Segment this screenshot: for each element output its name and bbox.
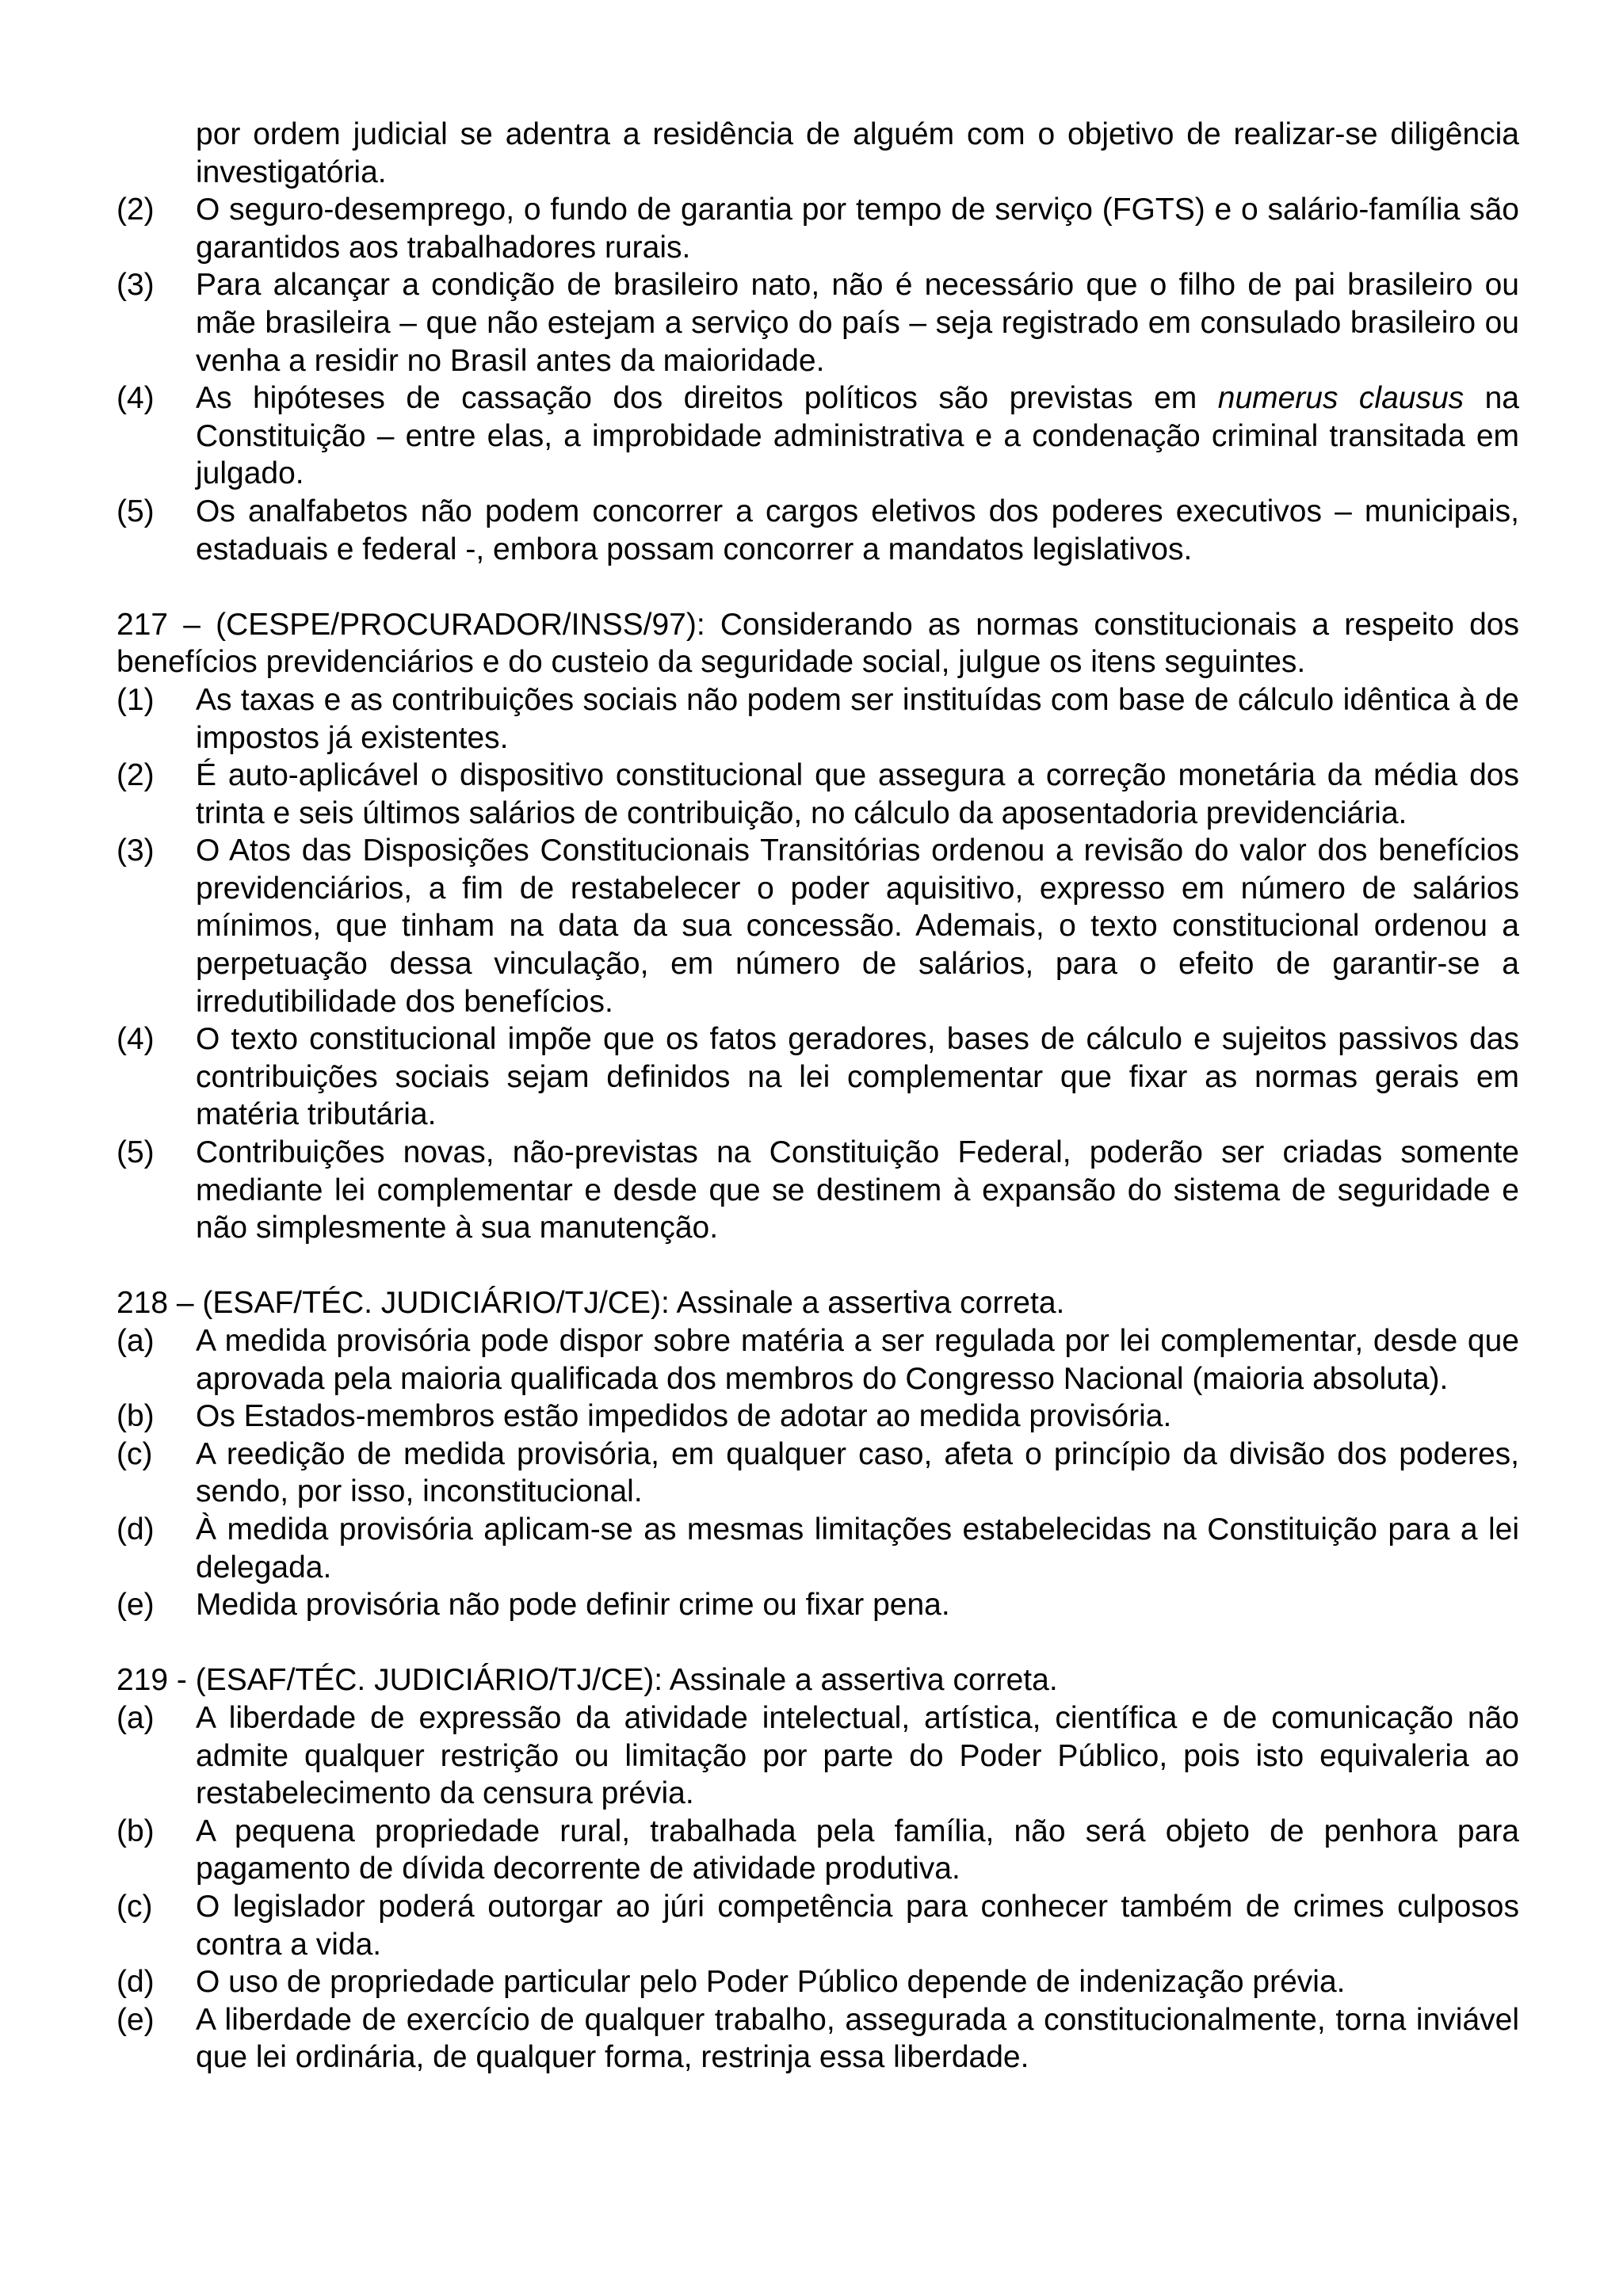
question-219-heading: 219 - (ESAF/TÉC. JUDICIÁRIO/TJ/CE): Assinale a assertiva correta.	[116, 1663, 1058, 1698]
item-number: (3)	[116, 268, 155, 303]
q217-item-3	[116, 832, 1519, 1020]
item-text-part: As hipóteses de cassação dos direitos políticos são previstas em	[196, 381, 1197, 416]
item-text: As taxas e as contribuições sociais não podem ser instituídas com base de cálculo idêntica à de impostos já existentes.	[196, 682, 1519, 755]
item-text: O Atos das Disposições Constitucionais Transitórias ordenou a revisão do valor dos benefícios previdenciários, a fim de restabelecer o poder aquisitivo, expresso em número de salários mínimos, que tinham na data da sua concessão. Ademais, o texto constitucional ordenou a perpetuação dessa vinculação, em número de salários, para o efeito de garantir-se a irredutibilidade dos benefícios.	[196, 833, 1519, 1019]
item-text: É auto-aplicável o dispositivo constitucional que assegura a correção monetária da média dos trinta e seis últimos salários de contribuição, no cálculo da aposentadoria previdenciária.	[196, 758, 1519, 830]
option-letter: (b)	[116, 1814, 155, 1848]
option-letter: (d)	[116, 1965, 155, 2000]
option-text: Os Estados-membros estão impedidos de adotar ao medida provisória.	[196, 1399, 1172, 1434]
option-letter: (e)	[116, 2002, 155, 2037]
option-text: A reedição de medida provisória, em qualquer caso, afeta o princípio da divisão dos poderes, sendo, por isso, inconstitucional.	[196, 1436, 1519, 1509]
q217-item-4	[116, 1020, 1519, 1134]
item-number: (4)	[116, 1022, 155, 1057]
item-number: (2)	[116, 193, 155, 227]
option-text: O uso de propriedade particular pelo Poder Público depende de indenização prévia.	[196, 1965, 1346, 2000]
item-text-part: na Constituição – entre elas, a improbidade administrativa e a condenação criminal transitada em julgado.	[196, 381, 1519, 491]
item-text: Os analfabetos não podem concorrer a cargos eletivos dos poderes executivos – municipais, estaduais e federal -, embora possam concorrer a mandatos legislativos.	[196, 494, 1519, 566]
item-text: O seguro-desemprego, o fundo de garantia por tempo de serviço (FGTS) e o salário-família são garantidos aos trabalhadores rurais.	[196, 193, 1519, 265]
item-text: O texto constitucional impõe que os fatos geradores, bases de cálculo e sujeitos passivos das contribuições sociais sejam definidos na lei complementar que fixar as normas gerais em matéria tributária.	[196, 1022, 1519, 1132]
q219-option-d	[116, 1963, 1519, 2001]
spacer	[116, 1247, 1519, 1285]
option-letter: (b)	[116, 1399, 155, 1434]
item-text: Para alcançar a condição de brasileiro nato, não é necessário que o filho de pai brasileiro ou mãe brasileira – que não estejam a serviço do país – seja registrado em consulado brasileiro ou venha a residir no Brasil antes da maioridade.	[196, 268, 1519, 378]
option-text: A liberdade de exercício de qualquer trabalho, assegurada a constitucionalmente, torna inviável que lei ordinária, de qualquer forma, restrinja essa liberdade.	[196, 2002, 1519, 2075]
document-page	[116, 116, 1519, 2077]
q218-option-d	[116, 1511, 1519, 1586]
question-217-heading: 217 – (CESPE/PROCURADOR/INSS/97): Considerando as normas constitucionais a respeito dos benefícios previdenciários e do custeio da seguridade social, julgue os itens seguintes.	[116, 607, 1519, 680]
q216-item-4	[116, 379, 1519, 493]
q217-item-2	[116, 757, 1519, 832]
continuation-text: por ordem judicial se adentra a residência de alguém com o objetivo de realizar-se diligência investigatória.	[196, 117, 1519, 189]
question-218-heading: 218 – (ESAF/TÉC. JUDICIÁRIO/TJ/CE): Assinale a assertiva correta.	[116, 1286, 1065, 1321]
option-text: À medida provisória aplicam-se as mesmas limitações estabelecidas na Constituição para a lei delegada.	[196, 1512, 1519, 1585]
spacer	[116, 568, 1519, 606]
item-text	[196, 379, 1519, 493]
item-number: (5)	[116, 494, 155, 528]
continuation-paragraph	[116, 116, 1519, 191]
option-text: O legislador poderá outorgar ao júri competência para conhecer também de crimes culposos contra a vida.	[196, 1889, 1519, 1962]
option-text: A medida provisória pode dispor sobre matéria a ser regulada por lei complementar, desde que aprovada pela maioria qualificada dos membros do Congresso Nacional (maioria absoluta).	[196, 1324, 1519, 1396]
option-text: A liberdade de expressão da atividade intelectual, artística, científica e de comunicação não admite qualquer restrição ou limitação por parte do Poder Público, pois isto equivaleria ao restabelecimento da censura prévia.	[196, 1700, 1519, 1811]
option-text: Medida provisória não pode definir crime ou fixar pena.	[196, 1588, 950, 1623]
option-letter: (e)	[116, 1588, 155, 1623]
option-text: A pequena propriedade rural, trabalhada pela família, não será objeto de penhora para pagamento de dívida decorrente de atividade produtiva.	[196, 1814, 1519, 1886]
q217-item-1	[116, 681, 1519, 757]
item-number: (4)	[116, 381, 155, 416]
q219-option-a	[116, 1699, 1519, 1813]
item-number: (3)	[116, 833, 155, 868]
q219-option-e	[116, 2001, 1519, 2077]
q218-option-b	[116, 1398, 1519, 1436]
q219-option-c	[116, 1888, 1519, 1963]
option-letter: (a)	[116, 1324, 155, 1358]
q219-option-b	[116, 1813, 1519, 1888]
q216-item-3	[116, 266, 1519, 379]
option-letter: (d)	[116, 1512, 155, 1547]
option-letter: (c)	[116, 1889, 153, 1924]
q218-option-e	[116, 1586, 1519, 1624]
option-letter: (c)	[116, 1436, 153, 1471]
q217-item-5	[116, 1134, 1519, 1247]
q218-option-c	[116, 1436, 1519, 1511]
option-letter: (a)	[116, 1700, 155, 1735]
q216-item-2	[116, 191, 1519, 266]
q218-option-a	[116, 1322, 1519, 1398]
latin-term: numerus clausus	[1217, 381, 1465, 416]
item-number: (1)	[116, 682, 155, 717]
item-text: Contribuições novas, não-previstas na Constituição Federal, poderão ser criadas somente mediante lei complementar e desde que se destinem à expansão do sistema de seguridade e não simplesmente à sua manutenção.	[196, 1135, 1519, 1245]
item-number: (2)	[116, 758, 155, 793]
spacer	[116, 1624, 1519, 1662]
item-number: (5)	[116, 1135, 155, 1170]
q216-item-5	[116, 493, 1519, 568]
